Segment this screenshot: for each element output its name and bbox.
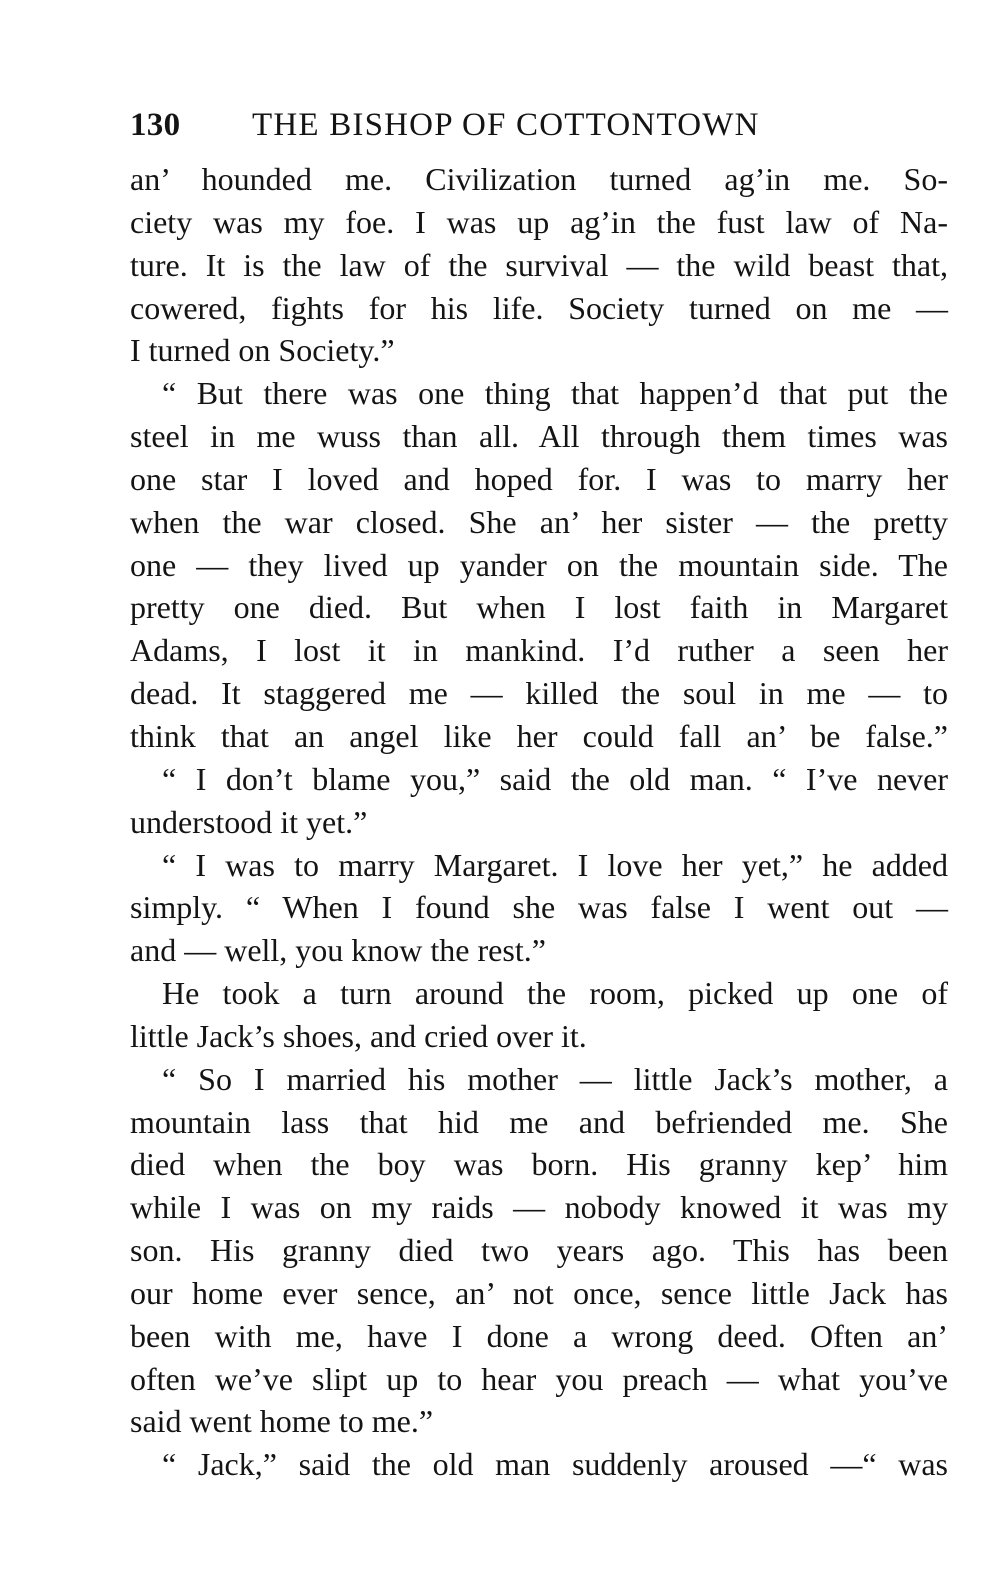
text-line: steel in me wuss than all. All through them times was	[130, 418, 948, 455]
text-line: son. His granny died two years ago. This has been	[130, 1232, 948, 1269]
text-line: and — well, you know the rest.”	[130, 932, 546, 969]
text-line: “ I was to marry Margaret. I love her yet,” he added	[162, 846, 948, 883]
text-line: little Jack’s shoes, and cried over it.	[130, 1017, 587, 1054]
text-line: I turned on Society.”	[130, 332, 395, 369]
text-line: Adams, I lost it in mankind. I’d ruther a seen her	[130, 632, 948, 669]
text-line: simply. “ When I found she was false I went out —	[130, 889, 948, 926]
text-line: an’ hounded me. Civilization turned ag’in me. So-	[130, 161, 948, 197]
text-line: understood it yet.”	[130, 803, 368, 840]
text-line: mountain lass that hid me and befriended me. She	[130, 1103, 948, 1140]
text-line: one star I loved and hoped for. I was to marry her	[130, 460, 948, 497]
text-line: ture. It is the law of the survival — the wild beast that,	[130, 246, 948, 283]
running-title: THE BISHOP OF COTTONTOWN	[252, 107, 760, 143]
book-page	[130, 100, 948, 1486]
text-line: while I was on my raids — nobody knowed it was my	[130, 1189, 948, 1226]
text-line: died when the boy was born. His granny kep’ him	[130, 1146, 948, 1183]
text-line: been with me, have I done a wrong deed. Often an’	[130, 1317, 948, 1354]
text-line: dead. It staggered me — killed the soul in me — to	[130, 675, 948, 712]
text-line: ciety was my foe. I was up ag’in the fust law of Na-	[130, 203, 948, 240]
page-number: 130	[130, 107, 181, 143]
text-line: He took a turn around the room, picked up one of	[162, 975, 948, 1012]
body-text	[130, 158, 948, 1486]
text-line: cowered, fights for his life. Society turned on me —	[130, 289, 948, 326]
text-line: one — they lived up yander on the mountain side. The	[130, 546, 948, 583]
text-line: said went home to me.”	[130, 1403, 434, 1440]
text-line: pretty one died. But when I lost faith in Margaret	[130, 589, 948, 626]
text-line: “ I don’t blame you,” said the old man. “ I’ve never	[162, 760, 948, 797]
text-line: think that an angel like her could fall an’ be false.”	[130, 717, 948, 754]
text-line: “ Jack,” said the old man suddenly aroused —“ was	[162, 1446, 948, 1483]
text-line: “ But there was one thing that happen’d that put the	[162, 375, 948, 412]
running-header	[130, 100, 948, 150]
text-line: “ So I married his mother — little Jack’s mother, a	[162, 1060, 948, 1097]
text-line: when the war closed. She an’ her sister — the pretty	[130, 503, 948, 540]
text-line: our home ever sence, an’ not once, sence little Jack has	[130, 1274, 948, 1311]
text-line: often we’ve slipt up to hear you preach — what you’ve	[130, 1360, 948, 1397]
